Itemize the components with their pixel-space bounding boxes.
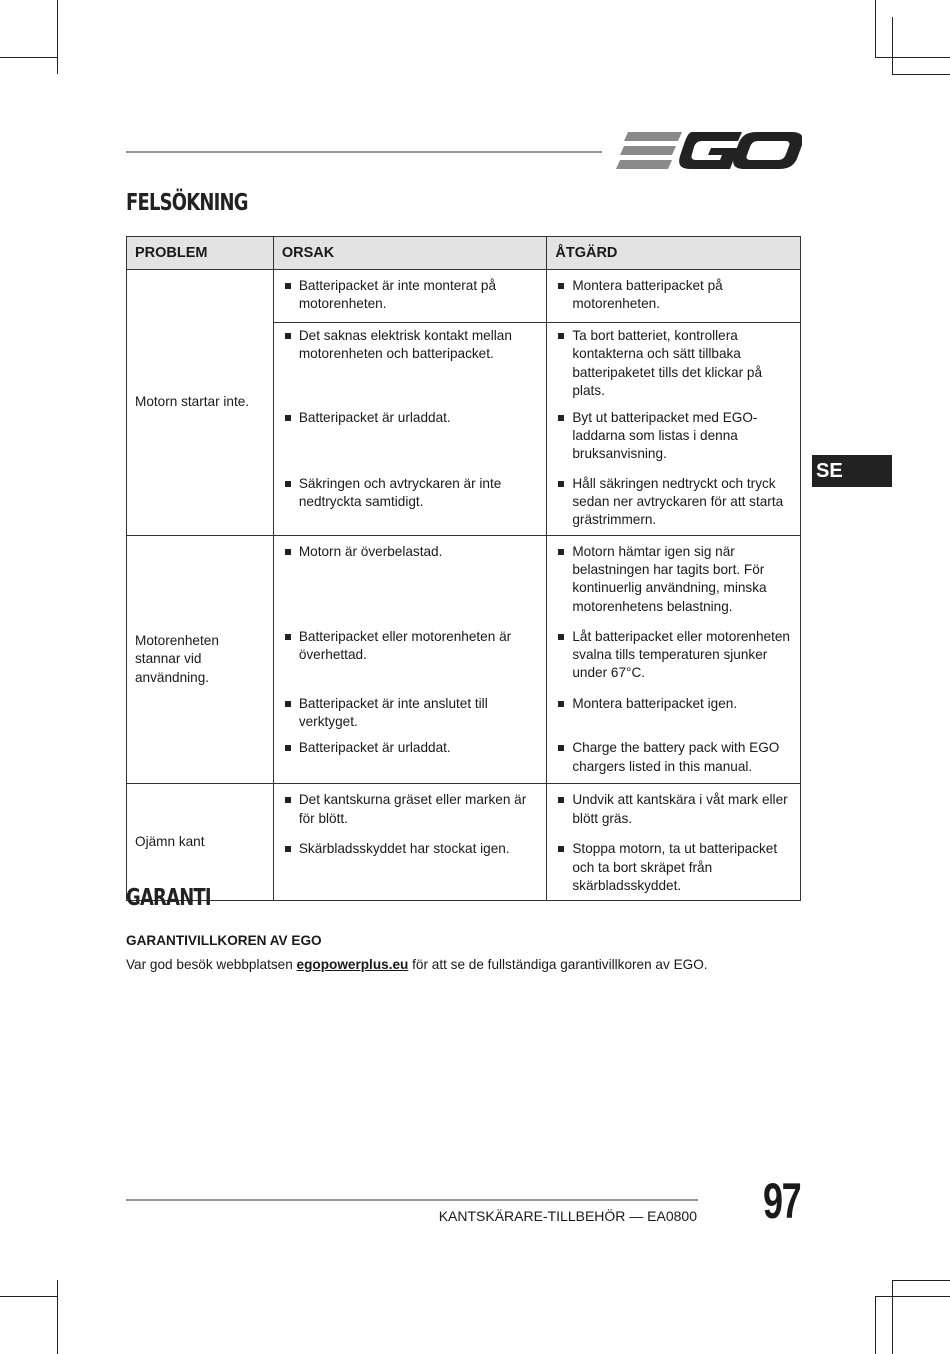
warranty-title: GARANTI xyxy=(126,885,211,911)
cause-item: Batteripacket är urladdat. xyxy=(282,739,541,757)
crop-mark xyxy=(0,1296,57,1297)
crop-mark xyxy=(875,1296,950,1297)
crop-mark xyxy=(57,0,58,74)
problem-cell: Motorenheten stannar vid användning. xyxy=(127,535,274,784)
action-item: Montera batteripacket på motorenheten. xyxy=(555,277,794,314)
crop-mark xyxy=(57,1280,58,1354)
action-item: Stoppa motorn, ta ut batteripacket och ta bort skräpet från skärbladsskyddet. xyxy=(555,840,794,895)
problem-cell: Ojämn kant xyxy=(127,784,274,900)
troubleshooting-title: FELSÖKNING xyxy=(126,190,248,216)
action-item: Håll säkringen nedtryckt och tryck sedan ner avtryckaren för att starta grästrimmern. xyxy=(555,475,794,530)
action-item: Låt batteripacket eller motorenheten svalna tills temperaturen sjunker under 67°C. xyxy=(555,628,794,683)
table-row xyxy=(127,270,801,323)
crop-mark xyxy=(892,1280,950,1281)
cause-item: Batteripacket är inte anslutet till verktyget. xyxy=(282,695,541,732)
page-number: 97 xyxy=(763,1173,801,1229)
table-row xyxy=(127,784,801,837)
ego-logo xyxy=(616,128,802,174)
crop-mark xyxy=(892,74,950,75)
cause-item: Det kantskurna gräset eller marken är för blött. xyxy=(282,791,541,828)
action-item: Ta bort batteriet, kontrollera kontakterna och sätt tillbaka batteripaketet tills det klickar på plats. xyxy=(555,327,794,401)
language-tab: SE xyxy=(812,455,892,487)
warranty-text-before: Var god besök webbplatsen xyxy=(126,957,297,972)
action-item: Montera batteripacket igen. xyxy=(555,695,794,713)
action-item: Byt ut batteripacket med EGO-laddarna som listas i denna bruksanvisning. xyxy=(555,409,794,464)
cause-item: Motorn är överbelastad. xyxy=(282,543,541,561)
problem-cell: Motorn startar inte. xyxy=(127,270,274,536)
warranty-subtitle: GARANTIVILLKOREN AV EGO xyxy=(126,933,322,948)
column-header-action: ÅTGÄRD xyxy=(547,237,801,270)
column-header-cause: ORSAK xyxy=(273,237,547,270)
cause-item: Batteripacket eller motorenheten är överhettad. xyxy=(282,628,541,665)
crop-mark xyxy=(892,17,893,74)
table-row xyxy=(127,535,801,624)
action-item: Undvik att kantskära i våt mark eller blött gräs. xyxy=(555,791,794,828)
column-header-problem: PROBLEM xyxy=(127,237,274,270)
warranty-link[interactable]: egopowerplus.eu xyxy=(296,957,409,972)
crop-mark xyxy=(892,1280,893,1354)
crop-mark xyxy=(875,1296,876,1354)
crop-mark xyxy=(875,57,950,58)
warranty-paragraph xyxy=(126,957,708,972)
cause-item: Skärbladsskyddet har stockat igen. xyxy=(282,840,541,858)
troubleshooting-table xyxy=(126,236,801,901)
crop-mark xyxy=(0,57,57,58)
action-item: Charge the battery pack with EGO chargers listed in this manual. xyxy=(555,739,794,776)
cause-item: Säkringen och avtryckaren är inte nedtryckta samtidigt. xyxy=(282,475,541,512)
cause-item: Batteripacket är urladdat. xyxy=(282,409,541,427)
crop-mark xyxy=(875,0,876,57)
table-header-row xyxy=(127,237,801,270)
action-item: Motorn hämtar igen sig när belastningen har tagits bort. För kontinuerlig användning, minska motorenhetens belastning. xyxy=(555,543,794,617)
cause-item: Batteripacket är inte monterat på motorenheten. xyxy=(282,277,541,314)
header-rule xyxy=(126,151,602,153)
footer-product: KANTSKÄRARE-TILLBEHÖR — EA0800 xyxy=(438,1208,697,1224)
warranty-text-after: för att se de fullständiga garantivillkoren av EGO. xyxy=(408,957,708,972)
footer-rule xyxy=(126,1199,698,1201)
cause-item: Det saknas elektrisk kontakt mellan motorenheten och batteripacket. xyxy=(282,327,541,364)
